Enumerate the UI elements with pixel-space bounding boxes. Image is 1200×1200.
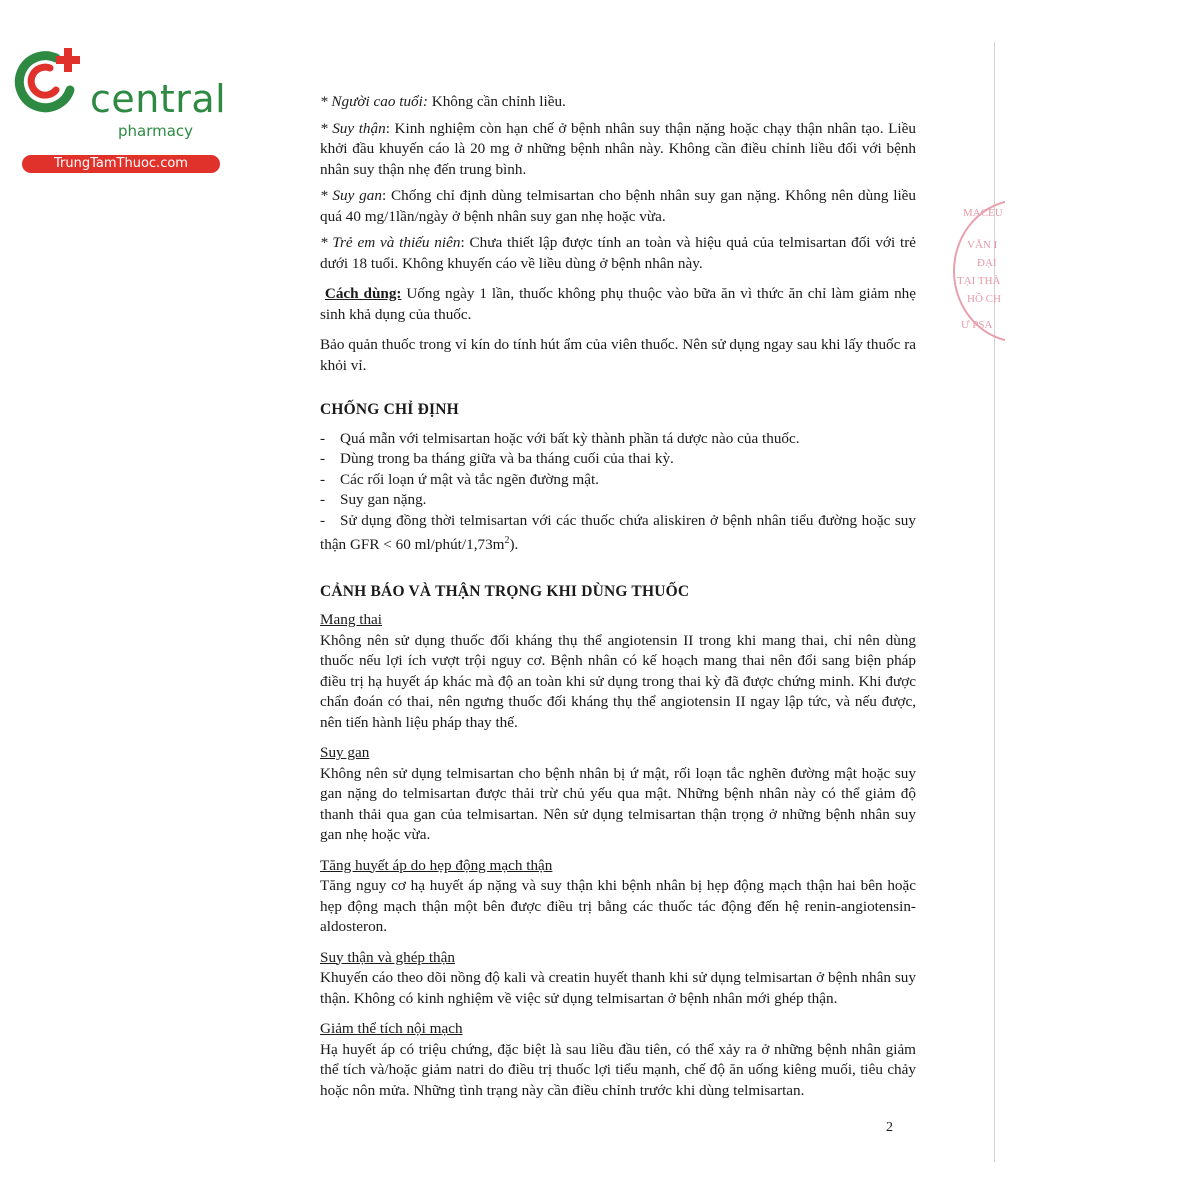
- pharmacy-cross-icon: [10, 38, 90, 118]
- dosage-children: [320, 233, 916, 274]
- warning-paragraph: Không nên sử dụng telmisartan cho bệnh nhân bị ứ mật, rối loạn tắc nghẽn đường mật hoặc suy gan nặng do telmisartan được thải trừ chủ yếu qua mật. Những bệnh nhân này có thể giảm độ thanh thải qua gan của telmisartan. Nên sử dụng telmisartan thận trọng ở những bệnh nhân suy gan nhẹ hoặc vừa.: [320, 764, 916, 844]
- document-body: [320, 92, 916, 1107]
- renal-text: : Kinh nghiệm còn hạn chế ở bệnh nhân suy thận nặng hoặc chạy thận nhân tạo. Liều khởi đầu khuyến cáo là 20 mg ở những bệnh nhân này. Không cần điều chỉnh liều đối với bệnh nhân suy thận nhẹ đến trung bình.: [320, 119, 916, 178]
- warning-subheading: Suy thận và ghép thận: [320, 948, 455, 966]
- warning-subheading: Suy gan: [320, 744, 370, 762]
- dosage-elderly: [320, 92, 916, 113]
- warning-subheading: Tăng huyết áp do hẹp động mạch thận: [320, 856, 553, 874]
- storage-paragraph: Bảo quản thuốc trong vỉ kín do tính hút ẩm của viên thuốc. Nên sử dụng ngay sau khi lấy thuốc ra khỏi vỉ.: [320, 336, 916, 374]
- dash-marker: -: [320, 429, 326, 447]
- central-pharmacy-logo[interactable]: [10, 38, 227, 171]
- dash-marker: -: [320, 511, 326, 529]
- dosage-renal: [320, 119, 916, 181]
- stamp-text-2: VĂN I: [967, 239, 998, 251]
- stamp-text-6: Ư PSA: [961, 319, 993, 331]
- hepatic-text: : Chống chỉ định dùng telmisartan cho bệnh nhân suy gan nặng. Không nên dùng liều quá 40 mg/1lần/ngày ở bệnh nhân suy gan nhẹ hoặc vừa.: [320, 187, 916, 225]
- official-stamp: [945, 195, 1005, 345]
- elderly-text: Không cần chỉnh liều.: [427, 93, 566, 110]
- contraindication-last-item: - Sử dụng đồng thời telmisartan với các thuốc chứa aliskiren ở bệnh nhân tiểu đường hoặc suy thận GFR < 60 $ml/phút/1,73m^2$).: [320, 511, 916, 554]
- warning-paragraph: Khuyến cáo theo dõi nồng độ kali và creatin huyết thanh khi sử dụng telmisartan ở bệnh nhân suy thận. Không có kinh nghiệm về việc sử dụng telmisartan ở bệnh nhân mới ghép thận.: [320, 969, 916, 1007]
- stamp-text-1: MACEU: [963, 207, 1003, 219]
- warning-subheading: Giảm thể tích nội mạch: [320, 1020, 463, 1038]
- hepatic-label: * Suy gan: [320, 187, 382, 204]
- dash-marker: -: [320, 470, 326, 488]
- list-item: - Quá mẫn với telmisartan hoặc với bất kỳ thành phần tá dược nào của thuốc.: [320, 429, 916, 450]
- list-item: - Dùng trong ba tháng giữa và ba tháng cuối của thai kỳ.: [320, 449, 916, 470]
- usage-label: Cách dùng:: [324, 285, 402, 302]
- dash-marker: -: [320, 491, 326, 508]
- warning-paragraph: Tăng nguy cơ hạ huyết áp nặng và suy thận khi bệnh nhân bị hẹp động mạch thận hai bên hoặc hẹp động mạch thận một bên được điều trị bằng các thuốc tác động đến hệ renin-angiotensin-aldosteron.: [320, 877, 916, 936]
- warning-subheading: Mang thai: [320, 611, 383, 629]
- warning-paragraph: Không nên sử dụng thuốc đối kháng thụ thể angiotensin II trong khi mang thai, chỉ nên dùng thuốc nếu lợi ích vượt trội nguy cơ. Bệnh nhân có kế hoạch mang thai nên đổi sang biện pháp điều trị hạ huyết áp khác mà độ an toàn khi sử dụng trong thai kỳ đã được chứng minh. Khi được chẩn đoán có thai, nên ngưng thuốc đối kháng thụ thể angiotensin II ngay lập tức, và nếu được, nên tiến hành liệu pháp thay thế.: [320, 631, 916, 731]
- contraindications-heading: CHỐNG CHỈ ĐỊNH: [320, 401, 459, 418]
- logo-website-bar[interactable]: TrungTamThuoc.com: [22, 155, 220, 173]
- list-item: - Suy gan nặng.: [320, 490, 916, 511]
- usage-paragraph: [320, 284, 916, 325]
- stamp-text-5: HỒ CH: [967, 293, 1001, 305]
- elderly-label: * Người cao tuổi:: [320, 93, 428, 110]
- logo-name: central: [90, 77, 227, 121]
- stamp-text-4: TẠI THÀ: [957, 275, 1001, 287]
- list-item: - Các rối loạn ứ mật và tắc ngẽn đường mật.: [320, 470, 916, 491]
- page-number: 2: [886, 1120, 893, 1135]
- renal-label: * Suy thận: [320, 119, 386, 137]
- logo-subtitle: pharmacy: [118, 122, 194, 140]
- dosage-hepatic: [320, 186, 916, 227]
- contraindications-list: [320, 429, 916, 511]
- usage-text: Uống ngày 1 lần, thuốc không phụ thuộc vào bữa ăn vì thức ăn chỉ làm giảm nhẹ sinh khả dụng của thuốc.: [320, 285, 917, 323]
- children-text: : Chưa thiết lập được tính an toàn và hiệu quả của telmisartan đối với trẻ dưới 18 tuổi. Không khuyến cáo về liều dùng ở bệnh nhân này.: [320, 234, 917, 272]
- stamp-text-3: ĐẠI: [977, 257, 997, 269]
- warnings-heading: CẢNH BÁO VÀ THẬN TRỌNG KHI DÙNG THUỐC: [320, 582, 690, 600]
- dash-marker: -: [320, 450, 326, 467]
- warning-paragraph: Hạ huyết áp có triệu chứng, đặc biệt là sau liều đầu tiên, có thể xảy ra ở những bệnh nhân giảm thể tích và/hoặc giảm natri do điều trị thuốc lợi tiểu mạnh, chế độ ăn uống kiêng muối, tiêu chảy hoặc nôn mửa. Những tình trạng này cần điều chỉnh trước khi dùng telmisartan.: [320, 1040, 916, 1099]
- children-label: * Trẻ em và thiếu niên: [320, 234, 461, 251]
